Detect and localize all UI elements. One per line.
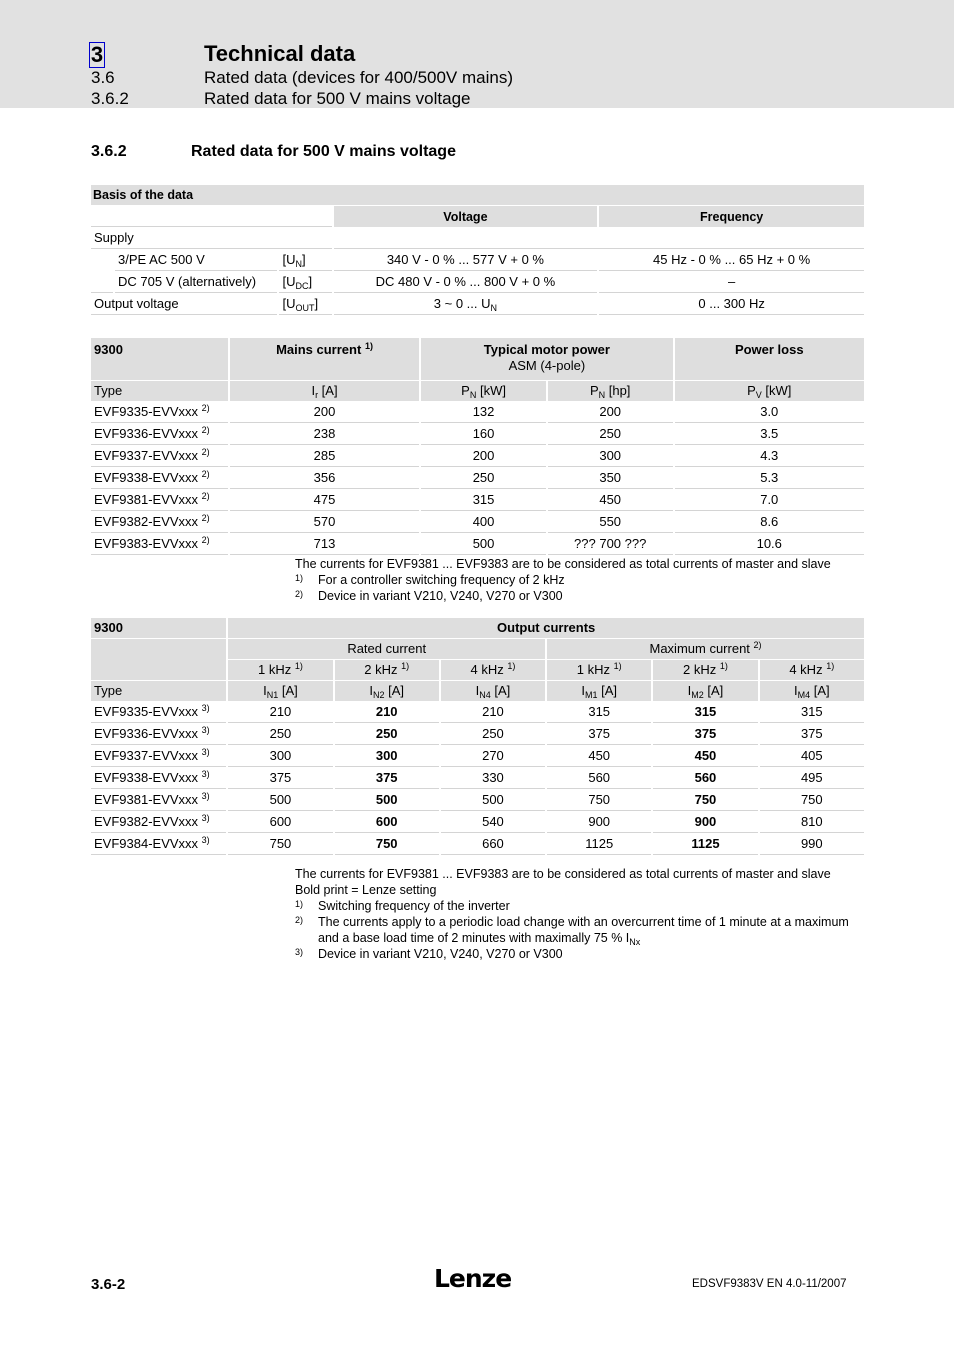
unit-im1: $I_{M1}$ [A] (547, 681, 651, 701)
unit-im4: $I_{M4}$ [A] (760, 681, 864, 701)
note-bold: Bold print = Lenze setting (295, 883, 437, 897)
series-label: 9300 (91, 338, 228, 380)
table-row: EVF9382-EVVxxx $^{2)}$ 570 400 550 8.6 (91, 512, 864, 533)
unit-pn-hp: $P_N$ [hp] (548, 381, 673, 401)
table3-notes (295, 866, 849, 962)
type-cell: EVF9336-EVVxxx $^{2)}$ (91, 424, 228, 445)
chapter-number-link[interactable]: 3 (90, 42, 104, 67)
col-header-voltage: Voltage (334, 206, 598, 227)
footnote: 3) Device in variant V210, V240, V270 or V300 (295, 947, 563, 961)
type-label: Type (91, 381, 228, 401)
voltage-value: 340 V - 0 % ... 577 V + 0 % (334, 250, 598, 271)
table-row (91, 250, 864, 271)
row-symbol: $[U_{DC}]$ (279, 272, 331, 293)
subsection-number: 3.6.2 (91, 89, 129, 108)
series-label: 9300 (91, 618, 226, 638)
footnote: 1) Switching frequency of the inverter (295, 899, 510, 913)
table2-notes (295, 556, 831, 604)
page-number: 3.6-2 (91, 1276, 126, 1293)
type-cell: EVF9335-EVVxxx $^{2)}$ (91, 402, 228, 423)
unit-in2: $I_{N2}$ [A] (335, 681, 439, 701)
lenze-logo: Lenze (434, 1264, 512, 1293)
table-row: EVF9336-EVVxxx $^{3)}$ 250 250 250 375 375 375 (91, 724, 864, 745)
table-row: EVF9336-EVVxxx $^{2)}$ 238 160 250 3.5 (91, 424, 864, 445)
chapter-title: Technical data (204, 41, 356, 66)
table-row: EVF9381-EVVxxx $^{3)}$ 500 500 500 750 750 750 (91, 790, 864, 811)
table-row: EVF9335-EVVxxx $^{3)}$ 210 210 210 315 315 315 (91, 702, 864, 723)
page-header (0, 0, 954, 108)
type-cell: EVF9381-EVVxxx $^{3)}$ (91, 790, 226, 811)
mains-current-table (89, 337, 866, 556)
freq-2khz: 2 kHz $^{1)}$ (653, 660, 757, 680)
col-header-motor-power: Typical motor power ASM (4-pole) (421, 338, 672, 380)
row-symbol: $[U_{OUT}]$ (279, 294, 331, 315)
unit-im2: $I_{M2}$ [A] (653, 681, 757, 701)
type-cell: EVF9337-EVVxxx $^{2)}$ (91, 446, 228, 467)
document-id: EDSVF9383V EN 4.0-11/2007 (692, 1278, 847, 1290)
table-row (91, 294, 864, 315)
type-cell: EVF9383-EVVxxx $^{2)}$ (91, 534, 228, 555)
col-header-max-current: Maximum current $^{2)}$ (547, 639, 864, 659)
table-row: EVF9381-EVVxxx $^{2)}$ 475 315 450 7.0 (91, 490, 864, 511)
unit-pn-kw: $P_N$ [kW] (421, 381, 546, 401)
table-row (91, 272, 864, 293)
freq-4khz: 4 kHz $^{1)}$ (760, 660, 864, 680)
section-title: Rated data (devices for 400/500V mains) (204, 68, 514, 87)
voltage-value: DC 480 V - 0 % ... 800 V + 0 % (334, 272, 598, 293)
footnote: 1) For a controller switching frequency of 2 kHz (295, 573, 565, 587)
table-row: EVF9337-EVVxxx $^{2)}$ 285 200 300 4.3 (91, 446, 864, 467)
table-row: EVF9337-EVVxxx $^{3)}$ 300 300 270 450 450 405 (91, 746, 864, 767)
table-row: EVF9384-EVVxxx $^{3)}$ 750 750 660 1125 1125 990 (91, 834, 864, 855)
frequency-value: 45 Hz - 0 % ... 65 Hz + 0 % (599, 250, 864, 271)
voltage-value: 3 ~ 0 ... $U_N$ (334, 294, 598, 315)
heading-number: 3.6.2 (91, 143, 127, 160)
col-header-rated-current: Rated current (228, 639, 545, 659)
footnote: 2) The currents apply to a periodic load change with an overcurrent time of 1 minute at a maximum and a base load time of 2 minutes with maximally 75 % $I_{Nx}$ (295, 915, 849, 947)
note-main: The currents for EVF9381 ... EVF9383 are to be considered as total currents of master and slave (295, 557, 831, 571)
type-cell: EVF9382-EVVxxx $^{3)}$ (91, 812, 226, 833)
table-row: EVF9338-EVVxxx $^{3)}$ 375 375 330 560 560 495 (91, 768, 864, 789)
note-main: The currents for EVF9381 ... EVF9383 are to be considered as total currents of master and slave (295, 867, 831, 881)
freq-1khz: 1 kHz $^{1)}$ (228, 660, 332, 680)
row-label: 3/PE AC 500 V (115, 250, 277, 271)
basis-data-table (89, 184, 866, 316)
type-cell: EVF9338-EVVxxx $^{3)}$ (91, 768, 226, 789)
table-row: EVF9335-EVVxxx $^{2)}$ 200 132 200 3.0 (91, 402, 864, 423)
row-label: DC 705 V (alternatively) (115, 272, 277, 293)
row-label: Output voltage (91, 294, 277, 315)
col-header-mains-current: Mains current $^{1)}$ (230, 338, 419, 380)
type-cell: EVF9338-EVVxxx $^{2)}$ (91, 468, 228, 489)
row-symbol: $[U_N]$ (279, 250, 331, 271)
unit-in4: $I_{N4}$ [A] (441, 681, 545, 701)
type-cell: EVF9381-EVVxxx $^{2)}$ (91, 490, 228, 511)
heading-title: Rated data for 500 V mains voltage (191, 143, 456, 160)
freq-4khz: 4 kHz $^{1)}$ (441, 660, 545, 680)
type-cell: EVF9384-EVVxxx $^{3)}$ (91, 834, 226, 855)
type-label: Type (91, 681, 226, 701)
subsection-title: Rated data for 500 V mains voltage (204, 89, 471, 108)
table-row: EVF9382-EVVxxx $^{3)}$ 600 600 540 900 900 810 (91, 812, 864, 833)
col-header-frequency: Frequency (599, 206, 864, 227)
table-row: EVF9338-EVVxxx $^{2)}$ 356 250 350 5.3 (91, 468, 864, 489)
footnote: 2) Device in variant V210, V240, V270 or V300 (295, 589, 563, 603)
unit-pv: $P_V$ [kW] (675, 381, 864, 401)
freq-1khz: 1 kHz $^{1)}$ (547, 660, 651, 680)
type-cell: EVF9382-EVVxxx $^{2)}$ (91, 512, 228, 533)
type-cell: EVF9335-EVVxxx $^{3)}$ (91, 702, 226, 723)
type-cell: EVF9336-EVVxxx $^{3)}$ (91, 724, 226, 745)
col-header-power-loss: Power loss (675, 338, 864, 380)
frequency-value: – (599, 272, 864, 293)
frequency-value: 0 ... 300 Hz (599, 294, 864, 315)
table-row: EVF9383-EVVxxx $^{2)}$ 713 500 ??? 700 ??? 10.6 (91, 534, 864, 555)
type-cell: EVF9337-EVVxxx $^{3)}$ (91, 746, 226, 767)
col-header-output-currents: Output currents (228, 618, 864, 638)
unit-ir: $I_r$ [A] (230, 381, 419, 401)
table-title: Basis of the data (91, 185, 864, 205)
unit-in1: $I_{N1}$ [A] (228, 681, 332, 701)
output-currents-table (89, 617, 866, 856)
supply-label: Supply (91, 228, 332, 249)
section-number: 3.6 (91, 68, 115, 87)
freq-2khz: 2 kHz $^{1)}$ (335, 660, 439, 680)
